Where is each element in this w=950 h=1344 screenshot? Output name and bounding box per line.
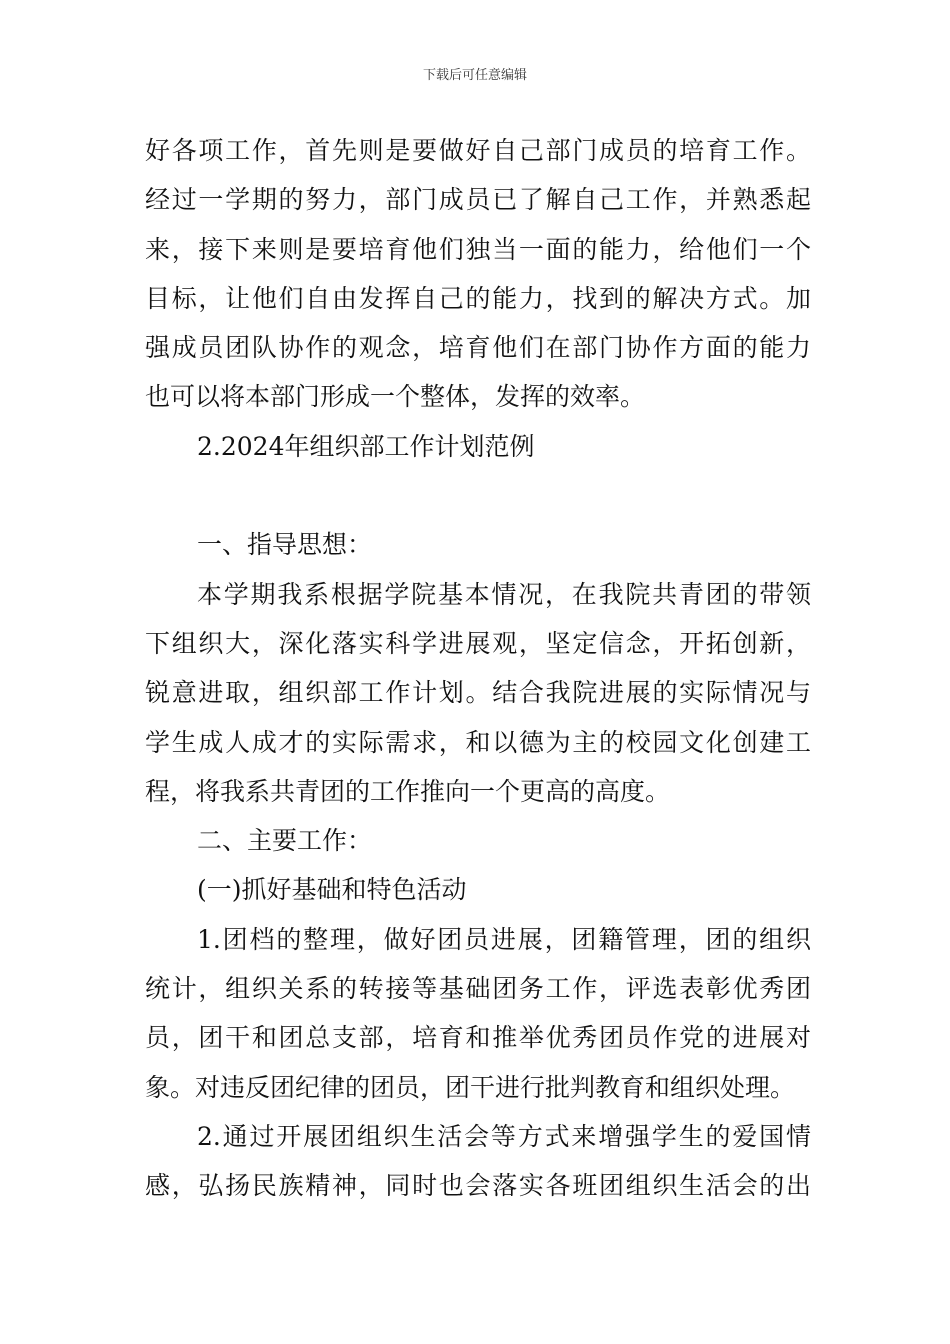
paragraph-line: 1.团档的整理，做好团员进展，团籍管理，团的组织 [197,924,811,954]
section-heading: 二、主要工作： [197,826,373,856]
paragraph-line: 好各项工作，首先则是要做好自己部门成员的培育工作。 [145,136,811,165]
paragraph-line: 经过一学期的努力，部门成员已了解自己工作，并熟悉起 [145,185,811,215]
section-heading: 一、指导思想： [197,530,373,560]
paragraph-line: 程，将我系共青团的工作推向一个更高的高度。 [145,776,671,806]
blank-line [145,471,811,520]
paragraph-line: 目标，让他们自由发挥自己的能力，找到的解决方式。加 [145,283,811,313]
paragraph-line: 感，弘扬民族精神，同时也会落实各班团组织生活会的出 [145,1171,811,1201]
paragraph-line: 员，团干和团总支部，培育和推举优秀团员作党的进展对 [145,1023,811,1053]
paragraph-line: 下组织大，深化落实科学进展观，坚定信念，开拓创新， [145,628,811,658]
paragraph-line: 象。对违反团纪律的团员，团干进行批判教育和组织处理。 [145,1072,796,1102]
document-body [145,126,811,1211]
paragraph-line: 强成员团队协作的观念，培育他们在部门协作方面的能力 [145,333,811,363]
paragraph-line: 学生成人成才的实际需求，和以德为主的校园文化创建工 [145,727,811,757]
paragraph-line: 锐意进取，组织部工作计划。结合我院进展的实际情况与 [145,678,811,708]
subsection-heading: (一)抓好基础和特色活动 [197,875,467,905]
paragraph-line: 统计，组织关系的转接等基础团务工作，评选表彰优秀团 [145,974,811,1004]
paragraph-line: 本学期我系根据学院基本情况，在我院共青团的带领 [197,579,811,609]
page-header: 下载后可任意编辑 [422,68,527,83]
section-heading: 2.2024年组织部工作计划范例 [197,431,535,461]
paragraph-line: 来，接下来则是要培育他们独当一面的能力，给他们一个 [145,234,811,264]
paragraph-line: 2.通过开展团组织生活会等方式来增强学生的爱国情 [197,1121,811,1151]
paragraph-line: 也可以将本部门形成一个整体，发挥的效率。 [145,382,646,412]
